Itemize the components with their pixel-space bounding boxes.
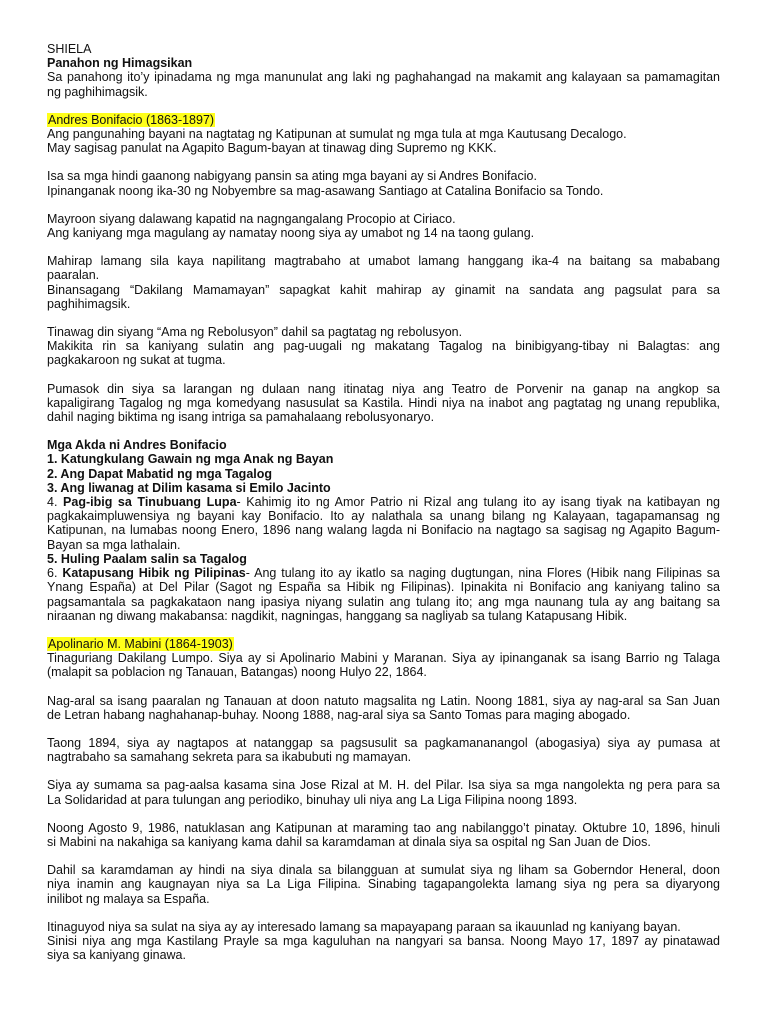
list-number: 4. bbox=[47, 495, 64, 510]
paragraph-line: May sagisag panulat na Agapito Bagum-bayan at tinawag ding Supremo ng KKK. bbox=[47, 141, 497, 156]
list-item-text: - Ang tulang ito ay ikatlo sa naging dugtungan, nina Flores (Hibik nang Filipinas sa bbox=[245, 566, 720, 581]
mabini-heading: Apolinario M. Mabini (1864-1903) bbox=[48, 636, 233, 651]
bonifacio-paragraph bbox=[47, 325, 720, 368]
paragraph-line: Makikita rin sa kaniyang sulatin ang pag-uugali ng makatang Tagalog na binibigyang-tibay ni Balagtas: ang bbox=[47, 339, 720, 354]
paragraph-line: pagsamantala sa pagkakataon nang ipasiya niyang sulatin ang tulang ito; ang mga naunang tula ay ang baitang sa bbox=[47, 594, 720, 609]
paragraph-line: Itinaguyod niya sa sulat na siya ay ay interesado lamang sa mapayapang paraan sa ikauunlad ng kaniyang bayan. bbox=[47, 919, 681, 934]
list-item bbox=[47, 495, 720, 509]
paragraph-line: Sinisi niya ang mga Kastilang Prayle sa mga kaguluhan na nangyari sa bansa. Noong Mayo 17, 1897 ay pinatawad bbox=[47, 933, 720, 948]
paragraph-line: Nag-aral sa isang paaralan ng Tanauan at doon natuto magsalita ng Latin. Noong 1881, siya ay nag-aral sa San Juan bbox=[47, 693, 720, 708]
paragraph-line: La Solidaridad at para tulungan ang periodiko, binuhay uli niya ang La Liga Filipina noong 1893. bbox=[47, 792, 578, 807]
paragraph-line: siya sa kaniyang ginawa. bbox=[47, 948, 186, 963]
paragraph-line: Taong 1894, siya ay nagtapos at natanggap sa pagsusulit sa pagkamananangol (abogasiya) siya ay pumasa at bbox=[47, 735, 720, 750]
akda-section bbox=[47, 438, 720, 623]
list-item: 5. Huling Paalam salin sa Tagalog bbox=[47, 551, 247, 566]
list-item-title: Pag-ibig sa Tinubuang Lupa bbox=[63, 495, 237, 510]
paragraph-line: Siya ay sumama sa pag-aalsa kasama sina Jose Rizal at M. H. del Pilar. Isa siya sa mga nangolekta ng pera para sa bbox=[47, 778, 720, 793]
mabini-paragraph bbox=[47, 778, 720, 806]
section-title: Panahon ng Himagsikan bbox=[47, 56, 193, 71]
list-item-title: Katapusang Hibik ng Pilipinas bbox=[62, 566, 246, 581]
list-item bbox=[47, 566, 720, 580]
author-name: SHIELA bbox=[47, 42, 92, 56]
paragraph-line: Tinaguriang Dakilang Lumpo. Siya ay si Apolinario Mabini y Maranan. Siya ay ipinanganak sa isang Barrio ng Talaga bbox=[47, 651, 720, 666]
mabini-heading-block bbox=[47, 637, 720, 680]
mabini-paragraph bbox=[47, 821, 720, 849]
bonifacio-paragraph bbox=[47, 169, 720, 197]
mabini-paragraph bbox=[47, 736, 720, 764]
paragraph-line: Binansagang “Dakilang Mamamayan” sapagkat kahit mahirap ay ginamit na sandata ang pagsulat para sa bbox=[47, 282, 720, 297]
list-number: 6. bbox=[47, 566, 63, 581]
paragraph-line: Pumasok din siya sa larangan ng dulaan nang itinatag niya ang Teatro de Porvenir na ganap na angkop sa bbox=[47, 381, 720, 396]
mabini-paragraph bbox=[47, 920, 720, 963]
paragraph-line: pagkakaimpluwensiya ng bayani kay Bonifacio. Ito ay nalathala sa unang bilang ng Kalayaan, tagapamansag ng bbox=[47, 509, 720, 524]
bonifacio-heading-block bbox=[47, 113, 720, 156]
paragraph-line: kapaligirang Tagalog ng mga komedyang nasusulat sa Kastila. Hindi niya na inabot ang pagtatag ng unang republika, bbox=[47, 395, 720, 410]
paragraph-line: nagtrabaho sa samahang sekreta para sa ikabubuti ng mamayan. bbox=[47, 750, 412, 765]
paragraph-line: Dahil sa karamdaman ay hindi na siya dinala sa bilangguan at sumulat siya ng liham sa Goberndor Heneral, doon bbox=[47, 863, 720, 878]
paragraph-line: paaralan. bbox=[47, 268, 100, 283]
paragraph-line: Mayroon siyang dalawang kapatid na nagngangalang Procopio at Ciriaco. bbox=[47, 211, 456, 226]
paragraph-line: niraanan ng diwang makabansa: nagdikit, nagningas, hanggang sa nagliyab sa tulang Katapusang Hibik. bbox=[47, 608, 628, 623]
intro-section bbox=[47, 42, 720, 99]
paragraph-line: inilibot ng malaya sa España. bbox=[47, 891, 210, 906]
intro-text: ng paghihimagsik. bbox=[47, 84, 148, 99]
list-item-text: - Kahimig ito ng Amor Patrio ni Rizal ang tulang ito ay isang tiyak na katibayan ng bbox=[236, 495, 720, 510]
paragraph-line: Ang kaniyang mga magulang ay namatay noong siya ay umabot ng 14 na taong gulang. bbox=[47, 226, 535, 241]
paragraph-line: Isa sa mga hindi gaanong nabigyang pansin sa ating mga bayani ay si Andres Bonifacio. bbox=[47, 169, 537, 184]
paragraph-line: de Letran habang naghahanap-buhay. Noong 1888, nag-aral siya sa Santo Tomas para maging abogado. bbox=[47, 707, 631, 722]
paragraph-line: dahil naging biktima ng isang intriga sa pamahalaang rebolusyonaryo. bbox=[47, 410, 435, 425]
akda-heading: Mga Akda ni Andres Bonifacio bbox=[47, 438, 227, 453]
intro-text: Sa panahong ito’y ipinadama ng mga manunulat ang laki ng paghahangad na makamit ang kalayaan sa pamamagitan bbox=[47, 70, 720, 85]
paragraph-line: paghihimagsik. bbox=[47, 296, 131, 311]
paragraph-line: Katipunan, na lumabas noong Enero, 1896 nang walang lagda ni Bonifacio na nagtago sa sagisag ng Agapito Bagum- bbox=[47, 523, 720, 538]
paragraph-line: Ipinanganak noong ika-30 ng Nobyembre sa mag-asawang Santiago at Catalina Bonifacio sa Tondo. bbox=[47, 183, 604, 198]
paragraph-line: Noong Agosto 9, 1986, natuklasan ang Katipunan at maraming tao ang nabilanggo’t pinatay. Oktubre 10, 1896, hinuli bbox=[47, 820, 720, 835]
bonifacio-heading: Andres Bonifacio (1863-1897) bbox=[48, 112, 215, 127]
bonifacio-paragraph bbox=[47, 382, 720, 425]
paragraph-line: niya inamin ang kaugnayan niya sa La Liga Filipina. Sinabing tagapangolekta lamang siya ng pera sa diyaryong bbox=[47, 877, 720, 892]
bonifacio-paragraph bbox=[47, 212, 720, 240]
paragraph-line: Bayan sa mga lathalain. bbox=[47, 537, 181, 552]
paragraph-line: si Mabini na nakahiga sa kaniyang kama dahil sa karamdaman at dinala siya sa ospital ng San Juan de Dios. bbox=[47, 834, 651, 849]
paragraph-line: Ynang España) at Del Pilar (Sagot ng España sa Hibik ng Filipinas). Ipinakita ni Bonifacio ang kaniyang talino sa bbox=[47, 580, 720, 595]
list-item: 2. Ang Dapat Mabatid ng mga Tagalog bbox=[47, 466, 273, 481]
mabini-paragraph bbox=[47, 863, 720, 906]
paragraph-line: pagkakaroon ng sukat at tugma. bbox=[47, 353, 226, 368]
mabini-paragraph bbox=[47, 694, 720, 722]
paragraph-line: (malapit sa poblacion ng Tanauan, Batangas) noong Hulyo 22, 1864. bbox=[47, 665, 427, 680]
list-item: 3. Ang liwanag at Dilim kasama si Emilo Jacinto bbox=[47, 480, 331, 495]
bonifacio-paragraph bbox=[47, 254, 720, 311]
list-item: 1. Katungkulang Gawain ng mga Anak ng Bayan bbox=[47, 452, 334, 467]
paragraph-line: Mahirap lamang sila kaya napilitang magtrabaho at umabot lamang hanggang ika-4 na baitang sa mababang bbox=[47, 254, 720, 269]
paragraph-line: Tinawag din siyang “Ama ng Rebolusyon” dahil sa pagtatag ng rebolusyon. bbox=[47, 325, 463, 340]
paragraph-line: Ang pangunahing bayani na nagtatag ng Katipunan at sumulat ng mga tula at mga Kautusang Decalogo. bbox=[47, 127, 627, 142]
